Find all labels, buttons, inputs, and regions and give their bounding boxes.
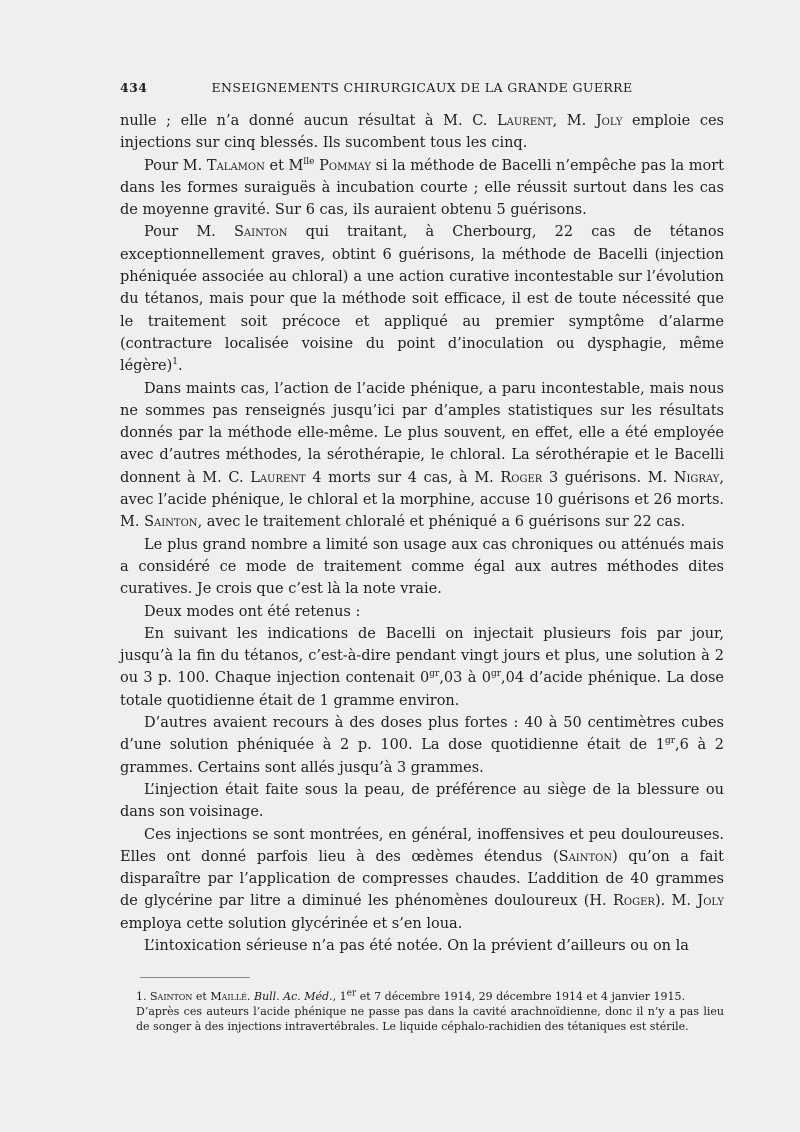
author-name: Joly	[595, 113, 623, 129]
paragraph: Dans maints cas, l’action de l’acide phénique, a paru incontestable, mais nous ne sommes pas renseignés jusqu’ici par d’amples statistiques sur les résultats donnés par la méthode elle-même. Le plus souvent, en effet, elle a été employée avec d’autres méthodes, la sérothérapie, le chloral. La sérothérapie et le Bacelli donnent à M. C. Laurent 4 morts sur 4 cas, à M. Roger 3 guérisons. M. Nigray, avec l’acide phénique, le chloral et la morphine, accuse 10 guérisons et 26 morts. M. Sainton, avec le traitement chloralé et phéniqué a 6 guérisons sur 22 cas.	[120, 380, 724, 531]
author-name: Pommay	[319, 157, 371, 174]
author-name: Sainton	[233, 224, 288, 241]
paragraph: Pour M. Sainton qui traitant, à Cherbourg, 22 cas de tétanos exceptionnellement graves, obtint 6 guérisons, la méthode de Bacelli (injection phéniquée associée au chloral) a une action curative incontestable sur l’évolution du tétanos, mais pour que la méthode soit efficace, il est de toute nécessité que le traitement soit précoce et appliqué au premier symptôme d’alarme (contracture localisée voisine du point d’inoculation ou dysphagie, même légère)$^1$.	[120, 224, 725, 375]
author-name: Laurent	[250, 469, 306, 486]
author-name: Talamon	[206, 157, 265, 174]
paragraph: L’intoxication sérieuse n’a pas été notée. On la prévient d’ailleurs ou on la	[144, 937, 689, 954]
paragraph: En suivant les indications de Bacelli on injectait plusieurs fois par jour, jusqu’à la fin du tétanos, c’est-à-dire pendant vingt jours et plus, une solution à 2 ou 3 p. 100. Chaque injection contenait $0^{gr},03$ à $0^{gr},04$ d’acide phénique. La dose totale quotidienne était de 1 gramme environ.	[120, 625, 724, 709]
paragraph: D’autres avaient recours à des doses plus fortes : 40 à 50 centimètres cubes d’une solution phéniquée à 2 p. 100. La dose quotidienne était de $1^{gr},6$ à 2 grammes. Certains sont allés jusqu’à 3 grammes.	[120, 715, 724, 776]
paragraph: Le plus grand nombre a limité son usage aux cas chroniques ou atténués mais a considéré ce mode de traitement comme égal aux autres méthodes dites curatives. Je crois que c’est là la note vraie.	[120, 536, 724, 598]
body-text	[120, 110, 724, 957]
paragraph: nulle ; elle n’a donné aucun résultat à M. C. Laurent, M. Joly emploie ces injections sur cinq blessés. Ils sucombent tous les cinq.	[120, 113, 724, 152]
author-name: Laurent	[497, 113, 553, 129]
paragraph: Deux modes ont été retenus :	[144, 603, 361, 620]
footnote-citation: 1. Sainton et Maillé. Bull. Ac. Méd., 1er et 7 décembre 1914, 29 décembre 1914 et 4 janvier 1915.	[136, 988, 686, 1003]
paragraph: L’injection était faite sous la peau, de préférence au siège de la blessure ou dans son voisinage.	[120, 781, 724, 821]
author-name: Roger	[613, 893, 655, 910]
author-name: Maillé	[210, 990, 247, 1003]
page-number: 434	[120, 80, 148, 95]
author-name: Sainton	[558, 848, 613, 865]
running-title: ENSEIGNEMENTS CHIRURGICAUX DE LA GRANDE GUERRE	[211, 80, 633, 95]
author-name: Roger	[500, 469, 543, 486]
page-header	[120, 80, 724, 100]
footnote	[136, 990, 724, 1034]
footnote-ref: 1	[172, 357, 178, 368]
author-name: Sainton	[144, 514, 198, 531]
paragraph: Pour M. Talamon et $M^{lle}$ Pommay si la méthode de Bacelli n’empêche pas la mort dans les formes suraiguës à incubation courte ; elle réussit surtout dans les cas de moyenne gravité. Sur 6 cas, ils auraient obtenu 5 guérisons.	[120, 156, 725, 219]
author-name: Joly	[697, 893, 724, 910]
footnote-divider	[140, 977, 250, 978]
author-name: Sainton	[150, 990, 193, 1003]
footnote-text: D’après ces auteurs l’acide phénique ne passe pas dans la cavité arachnoïdienne, donc il n’y a pas lieu de songer à des injections intravertébrales. Le liquide céphalo-rachidien des tétaniques est stérile.	[136, 1004, 724, 1033]
author-name: Nigray	[673, 469, 720, 486]
journal-title: Bull. Ac. Méd.	[253, 990, 333, 1003]
paragraph: Ces injections se sont montrées, en général, inoffensives et peu douloureuses. Elles ont donné parfois lieu à des œdèmes étendus (Sainton) qu’on a fait disparaître par l’application de compresses chaudes. L’addition de 40 grammes de glycérine par litre a diminué les phénomènes douloureux (H. Roger). M. Joly employa cette solution glycérinée et s’en loua.	[120, 826, 724, 932]
